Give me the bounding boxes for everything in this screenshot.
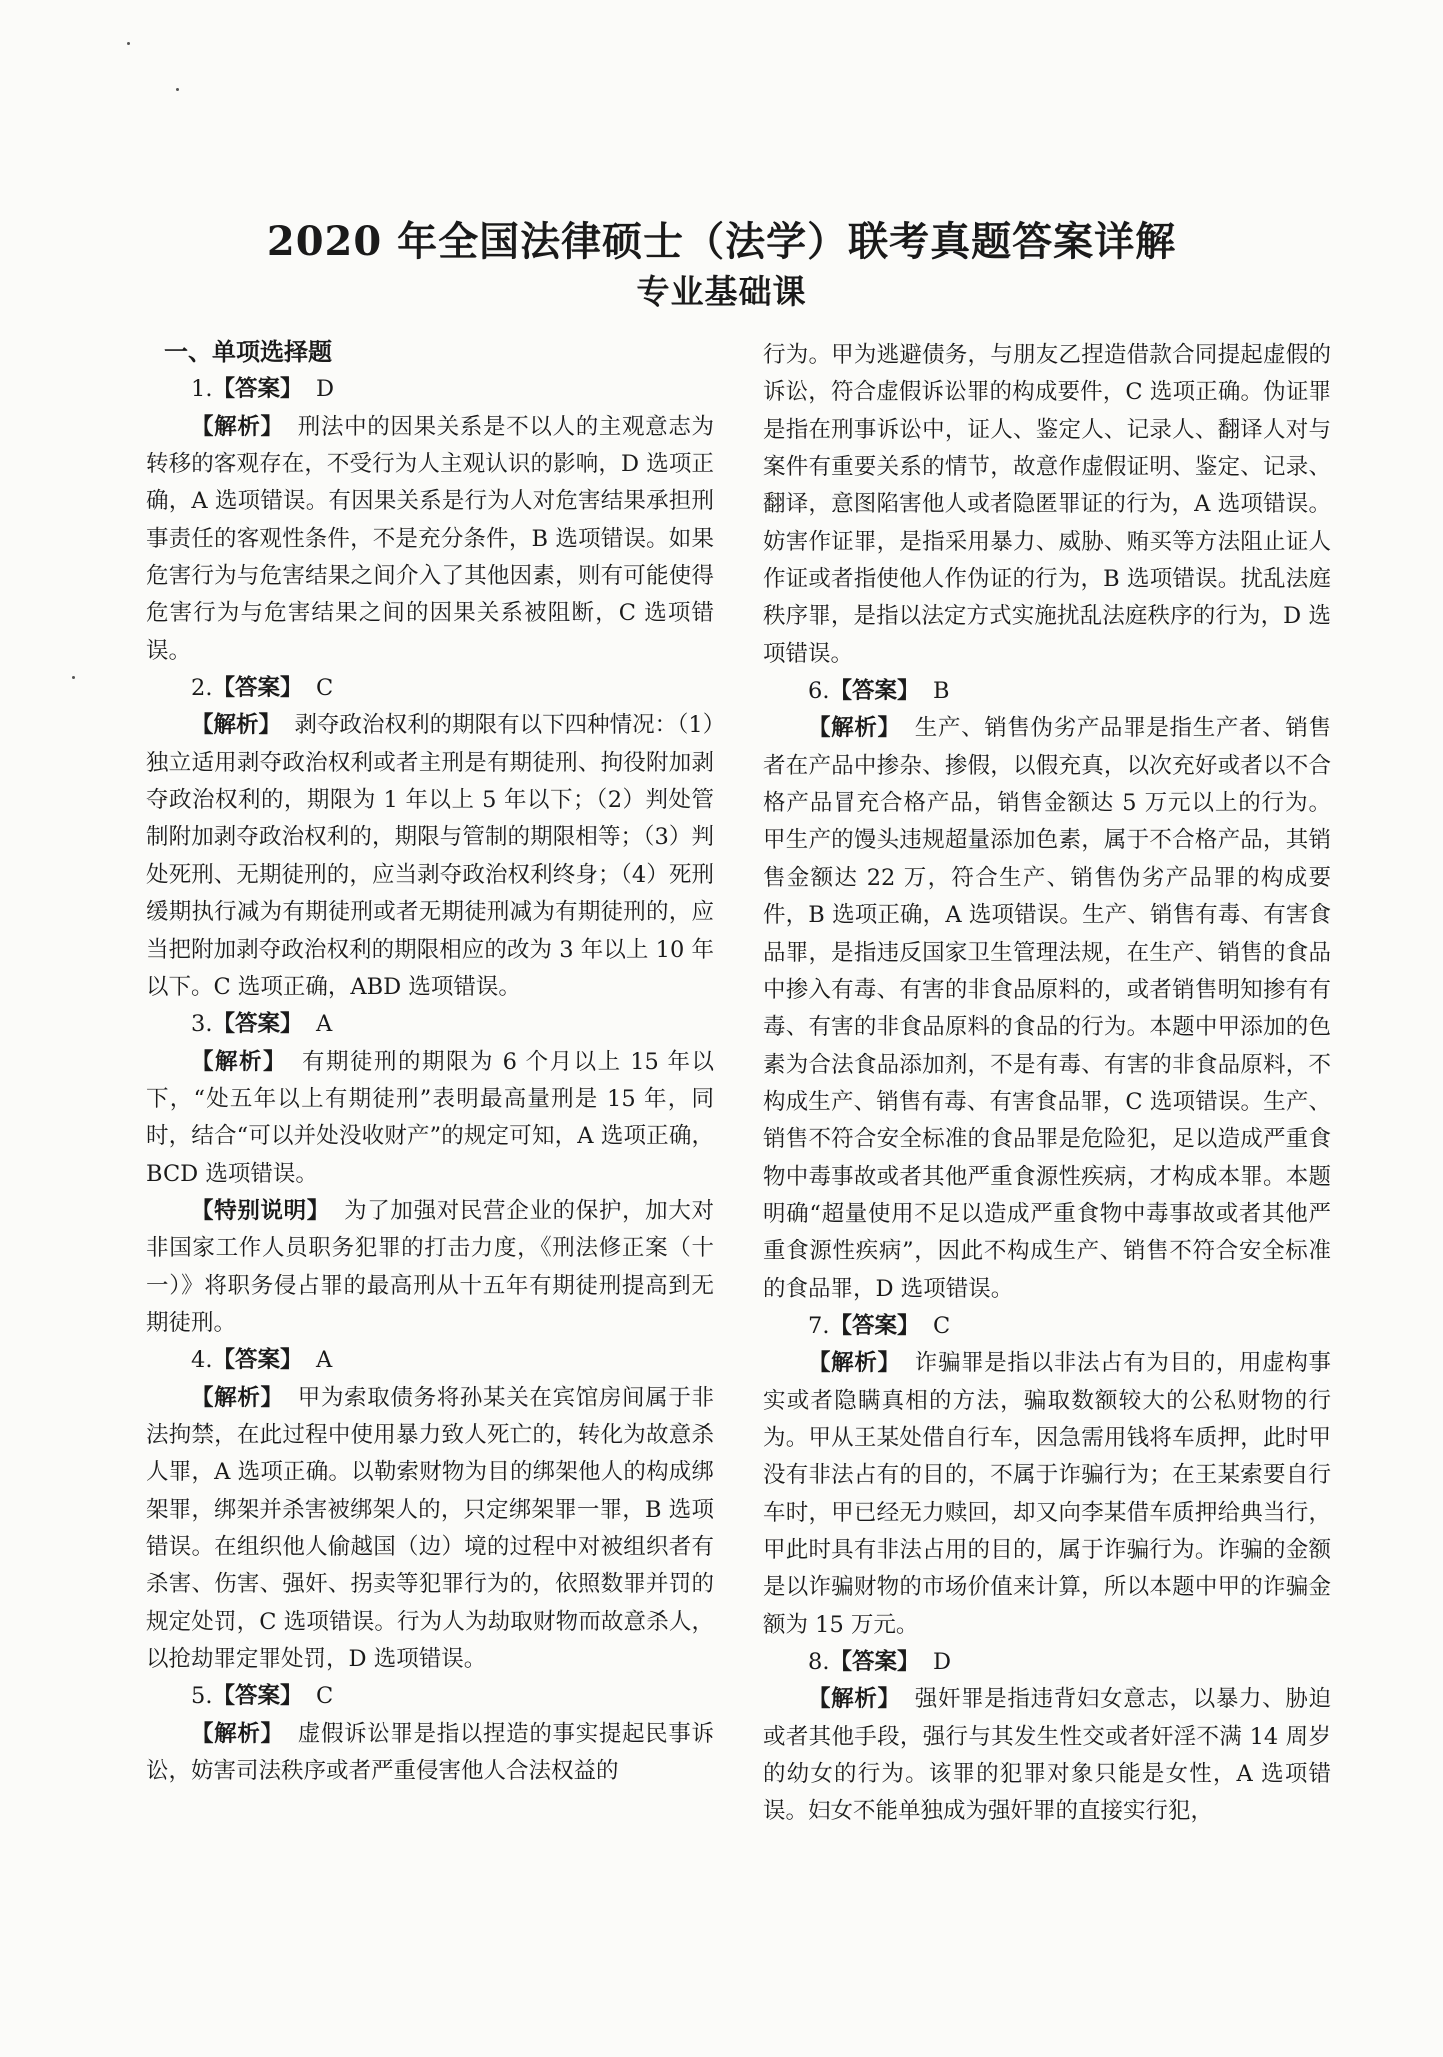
scan-speck xyxy=(127,42,130,45)
analysis-text: 剥夺政治权利的期限有以下四种情况：（1）独立适用剥夺政治权利或者主刑是有期徒刑、拘役附加剥夺政治权利的，期限为 1 年以上 5 年以下；（2）判处管制附加剥夺政治权利的，期限与管制的期限相等；（3）判处死刑、无期徒刑的，应当剥夺政治权利终身；（4）死刑缓期执行减为有期徒刑或者无期徒刑减为有期徒刑的，应当把附加剥夺政治权利的期限相应的改为 3 年以上 10 年以下。C 选项正确，ABD 选项错误。 xyxy=(146,712,714,1000)
question-number: 8. xyxy=(808,1649,830,1676)
question-number: 6. xyxy=(808,678,830,705)
analysis-text: 甲为索取债务将孙某关在宾馆房间属于非法拘禁，在此过程中使用暴力致人死亡的，转化为故意杀人罪，A 选项正确。以勒索财物为目的绑架他人的构成绑架罪，绑架并杀害被绑架人的，只定绑架罪一罪，B 选项错误。在组织他人偷越国（边）境的过程中对被组织者有杀害、伤害、强奸、拐卖等犯罪行为的，依照数罪并罚的规定处罚，C 选项错误。行为人为劫取财物而故意杀人，以抢劫罪定罪处罚，D 选项错误。 xyxy=(146,1384,714,1673)
answer-tag: 【答案】 xyxy=(829,1312,920,1339)
question-number: 1. xyxy=(191,376,213,403)
analysis-text: 有期徒刑的期限为 6 个月以上 15 年以下，“处五年以上有期徒刑”表明最高量刑是 15 年，同时，结合“可以并处没收财产”的规定可知，A 选项正确，BCD 选项错误。 xyxy=(146,1048,714,1187)
answer-value: C xyxy=(932,1312,951,1339)
scan-speck xyxy=(176,88,179,91)
analysis-text: 刑法中的因果关系是不以人的主观意志为转移的客观存在，不受行为人主观认识的影响，D 选项正确，A 选项错误。有因果关系是行为人对危害结果承担刑事责任的客观性条件，不是充分条件，B 选项错误。如果危害行为与危害结果之间介入了其他因素，则有可能使得危害行为与危害结果之间的因果关系被阻断，C 选项错误。 xyxy=(146,413,714,664)
q1-answer-line xyxy=(146,371,714,408)
q6-answer-line xyxy=(763,673,1331,710)
page-title: 2020 年全国法律硕士（法学）联考真题答案详解 xyxy=(266,218,1177,265)
q7-analysis xyxy=(763,1345,1331,1644)
section-heading: 一、单项选择题 xyxy=(164,338,332,366)
q2-answer-line xyxy=(146,670,714,707)
right-column xyxy=(763,337,1331,1831)
question-number: 4. xyxy=(191,1347,213,1374)
analysis-tag: 【解析】 xyxy=(808,715,901,742)
special-tag: 【特别说明】 xyxy=(191,1197,330,1224)
answer-tag: 【答案】 xyxy=(829,678,920,705)
q3-special-note xyxy=(146,1193,714,1342)
scan-speck xyxy=(72,676,75,679)
q5-answer-line xyxy=(146,1678,714,1715)
question-number: 5. xyxy=(191,1683,213,1710)
question-number: 7. xyxy=(808,1312,830,1339)
analysis-tag: 【解析】 xyxy=(808,1686,901,1713)
q3-answer-line xyxy=(146,1006,714,1043)
q8-analysis xyxy=(763,1681,1331,1830)
analysis-text: 诈骗罪是指以非法占有为目的，用虚构事实或者隐瞒真相的方法，骗取数额较大的公私财物的行为。甲从王某处借自行车，因急需用钱将车质押，此时甲没有非法占有的目的，不属于诈骗行为；在王某索要自行车时，甲已经无力赎回，却又向李某借车质押给典当行，甲此时具有非法占用的目的，属于诈骗行为。诈骗的金额是以诈骗财物的市场价值来计算，所以本题中甲的诈骗金额为 15 万元。 xyxy=(763,1350,1331,1638)
analysis-tag: 【解析】 xyxy=(191,1048,287,1075)
answer-tag: 【答案】 xyxy=(212,1683,303,1710)
answer-value: A xyxy=(315,1011,333,1038)
answer-tag: 【答案】 xyxy=(212,1347,303,1374)
q8-answer-line xyxy=(763,1644,1331,1681)
q3-analysis xyxy=(146,1044,714,1193)
analysis-text: 虚假诉讼罪是指以捏造的事实提起民事诉讼，妨害司法秩序或者严重侵害他人合法权益的 xyxy=(146,1720,714,1785)
analysis-tag: 【解析】 xyxy=(191,712,282,739)
answer-tag: 【答案】 xyxy=(212,1011,303,1038)
q7-answer-line xyxy=(763,1308,1331,1345)
answer-value: C xyxy=(315,1683,334,1710)
special-text: 为了加强对民营企业的保护，加大对非国家工作人员职务犯罪的打击力度，《刑法修正案（十一）》将职务侵占罪的最高刑从十五年有期徒刑提高到无期徒刑。 xyxy=(146,1197,714,1336)
analysis-tag: 【解析】 xyxy=(191,1384,284,1411)
analysis-text: 强奸罪是指违背妇女意志，以暴力、胁迫或者其他手段，强行与其发生性交或者奸淫不满 14 周岁的幼女的行为。该罪的犯罪对象只能是女性，A 选项错误。妇女不能单独成为强奸罪的直接实行犯， xyxy=(763,1686,1331,1825)
q6-analysis xyxy=(763,710,1331,1308)
analysis-tag: 【解析】 xyxy=(191,413,284,440)
analysis-text: 生产、销售伪劣产品罪是指生产者、销售者在产品中掺杂、掺假，以假充真，以次充好或者以不合格产品冒充合格产品，销售金额达 5 万元以上的行为。甲生产的馒头违规超量添加色素，属于不合格产品，其销售金额达 22 万，符合生产、销售伪劣产品罪的构成要件，B 选项正确，A 选项错误。生产、销售有毒、有害食品罪，是指违反国家卫生管理法规，在生产、销售的食品中掺入有毒、有害的非食品原料的，或者销售明知掺有有毒、有害的非食品原料的食品的行为。本题中甲添加的色素为合法食品添加剂，不是有毒、有害的非食品原料，不构成生产、销售有毒、有害食品罪，C 选项错误。生产、销售不符合安全标准的食品罪是危险犯，足以造成严重食物中毒事故或者其他严重食源性疾病，才构成本罪。本题明确“超量使用不足以造成严重食物中毒事故或者其他严重食源性疾病”，因此不构成生产、销售不符合安全标准的食品罪，D 选项错误。 xyxy=(763,715,1331,1302)
answer-tag: 【答案】 xyxy=(212,675,303,702)
answer-value: C xyxy=(315,675,334,702)
answer-value: A xyxy=(315,1347,333,1374)
question-number: 3. xyxy=(191,1011,213,1038)
analysis-tag: 【解析】 xyxy=(191,1720,284,1747)
answer-value: B xyxy=(932,678,950,705)
question-number: 2. xyxy=(191,675,213,702)
q5-analysis xyxy=(146,1716,714,1791)
q5-analysis-continued: 行为。甲为逃避债务，与朋友乙捏造借款合同提起虚假的诉讼，符合虚假诉讼罪的构成要件，C 选项正确。伪证罪是指在刑事诉讼中，证人、鉴定人、记录人、翻译人对与案件有重要关系的情节，故意作虚假证明、鉴定、记录、翻译，意图陷害他人或者隐匿罪证的行为，A 选项错误。妨害作证罪，是指采用暴力、威胁、贿买等方法阻止证人作证或者指使他人作伪证的行为，B 选项错误。扰乱法庭秩序罪，是指以法定方式实施扰乱法庭秩序的行为，D 选项错误。 xyxy=(763,342,1331,667)
q1-analysis xyxy=(146,409,714,670)
answer-tag: 【答案】 xyxy=(829,1649,920,1676)
q4-answer-line xyxy=(146,1342,714,1379)
analysis-tag: 【解析】 xyxy=(808,1350,901,1377)
q2-analysis xyxy=(146,707,714,1006)
left-column xyxy=(146,334,714,1790)
answer-tag: 【答案】 xyxy=(212,376,303,403)
page-subtitle: 专业基础课 xyxy=(636,272,807,311)
answer-value: D xyxy=(315,376,335,403)
answer-value: D xyxy=(932,1649,952,1676)
q4-analysis xyxy=(146,1380,714,1679)
